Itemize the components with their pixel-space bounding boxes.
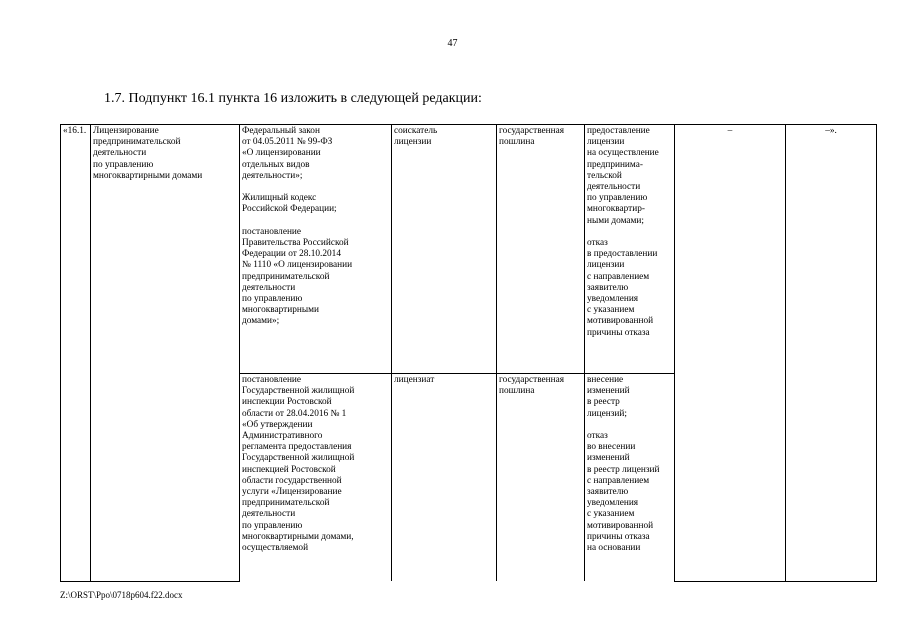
payment-cell — [497, 374, 585, 582]
cell-text-line: во внесении — [587, 442, 636, 453]
cell-text-line: уведомления — [587, 294, 639, 305]
cell-text-line: на основании — [587, 543, 641, 554]
cell-text-line: инспекции Ростовской — [242, 397, 332, 408]
cell-text-line: Федеральный закон — [242, 126, 320, 136]
cell-text-line: области от 28.04.2016 № 1 — [242, 408, 347, 419]
section-heading: 1.7. Подпункт 16.1 пункта 16 изложить в следующей редакции: — [104, 91, 482, 106]
cell-text-line: отказ — [587, 431, 608, 441]
cell-text-line: мотивированной — [587, 520, 654, 531]
line-gap — [587, 227, 672, 238]
cell-text-line: причины отказа — [587, 531, 650, 542]
cell-text-line: лицензии — [587, 260, 625, 271]
cell-text-line: Государственной жилищной — [242, 386, 355, 397]
cell-text-line: постановление — [242, 375, 302, 385]
cell-text-line: причины отказа — [587, 327, 650, 338]
cell-text-line: пошлина — [499, 137, 535, 148]
cell-text-line: уведомления — [587, 498, 639, 509]
page-number: 47 — [447, 38, 458, 49]
cell-text-line: государственная — [499, 126, 565, 136]
cell-text-line: лицензий; — [587, 408, 627, 419]
cell-text-line: заявителю — [587, 487, 629, 498]
cell-text-line: изменений — [587, 453, 630, 464]
cell-text-line: многоквартирными домами — [93, 170, 203, 181]
cell-text-line: Российской Федерации; — [242, 204, 337, 215]
item-number-cell: «16.1. — [61, 125, 91, 582]
service-name-cell — [91, 125, 240, 582]
cell-text-line: на осуществление — [587, 148, 659, 159]
cell-text-line: мотивированной — [587, 316, 654, 327]
cell-text-line: многоквартир- — [587, 204, 645, 215]
table-row — [61, 125, 877, 374]
cell-text-line: в предоставлении — [587, 249, 658, 260]
cell-text-line: предпринимательской — [242, 498, 330, 509]
cell-text-line: деятельности»; — [242, 170, 303, 181]
cell-text-line: по управлению — [93, 159, 154, 170]
cell-text-line: по управлению — [242, 294, 303, 305]
cell-text-line: предпринимательской — [93, 137, 181, 148]
cell-text-line: «Об утверждении — [242, 419, 313, 430]
cell-text-line: отдельных видов — [242, 159, 310, 170]
cell-text-line: «О лицензировании — [242, 148, 321, 159]
cell-text-line: от 04.05.2011 № 99-ФЗ — [242, 137, 333, 148]
applicant-cell — [392, 374, 497, 582]
cell-text-line: деятельности — [242, 509, 296, 520]
legal-basis-cell — [240, 125, 392, 374]
cell-text-line: многоквартирными — [242, 305, 319, 316]
cell-text-line: ными домами; — [587, 215, 644, 226]
closing-dash-cell: –». — [786, 125, 877, 582]
cell-text-line: заявителю — [587, 282, 629, 293]
cell-text-line: инспекцией Ростовской — [242, 464, 336, 475]
cell-text-line: тельской — [587, 170, 622, 181]
cell-text-line: предпринима- — [587, 159, 643, 170]
cell-text-line: лицензии — [587, 137, 625, 148]
legal-basis-cell — [240, 374, 392, 582]
line-gap — [242, 216, 389, 227]
cell-text-line: по управлению — [242, 520, 303, 531]
applicant-cell — [392, 125, 497, 374]
cell-text-line: Федерации от 28.10.2014 — [242, 249, 341, 260]
cell-text-line: пошлина — [499, 386, 535, 397]
cell-text-line: предпринимательской — [242, 271, 330, 282]
cell-text-line: Лицензирование — [93, 126, 159, 136]
cell-text-line: Правительства Российской — [242, 238, 349, 248]
cell-text-line: предоставление — [587, 126, 650, 136]
cell-text-line: многоквартирными домами, — [242, 531, 354, 542]
cell-text-line: с направлением — [587, 271, 650, 282]
cell-text-line: с направлением — [587, 475, 650, 486]
payment-cell — [497, 125, 585, 374]
cell-text-line: деятельности — [93, 148, 147, 159]
file-path-footer: Z:\ORST\Ppo\0718p604.f22.docx — [60, 590, 183, 600]
result-cell — [585, 125, 675, 374]
cell-text-line: лицензии — [394, 137, 432, 148]
line-gap — [242, 182, 389, 193]
cell-text-line: № 1110 «О лицензировании — [242, 260, 353, 271]
cell-text-line: услуги «Лицензирование — [242, 487, 342, 498]
cell-text-line: государственная — [499, 375, 565, 385]
cell-text-line: лицензиат — [394, 375, 435, 385]
cell-text-line: осуществляемой — [242, 543, 309, 554]
cell-text-line: Жилищный кодекс — [242, 193, 317, 204]
cell-text-line: изменений — [587, 386, 630, 397]
cell-text-line: в реестр лицензий — [587, 464, 660, 475]
cell-text-line: деятельности — [587, 182, 641, 193]
dash-cell: – — [675, 125, 786, 582]
cell-text-line: в реестр — [587, 397, 620, 408]
cell-text-line: домами»; — [242, 316, 280, 327]
line-gap — [587, 420, 672, 431]
regulation-table — [60, 124, 877, 582]
cell-text-line: по управлению — [587, 193, 648, 204]
cell-text-line: регламента предоставления — [242, 442, 352, 453]
cell-text-line: Административного — [242, 431, 323, 442]
cell-text-line: внесение — [587, 375, 624, 385]
cell-text-line: Государственной жилищной — [242, 453, 355, 464]
cell-text-line: отказ — [587, 238, 608, 249]
cell-text-line: области государственной — [242, 475, 342, 486]
cell-text-line: деятельности — [242, 282, 296, 293]
cell-text-line: с указанием — [587, 509, 635, 520]
result-cell — [585, 374, 675, 582]
cell-text-line: постановление — [242, 226, 302, 237]
cell-text-line: соискатель — [394, 126, 438, 136]
cell-text-line: с указанием — [587, 305, 635, 316]
